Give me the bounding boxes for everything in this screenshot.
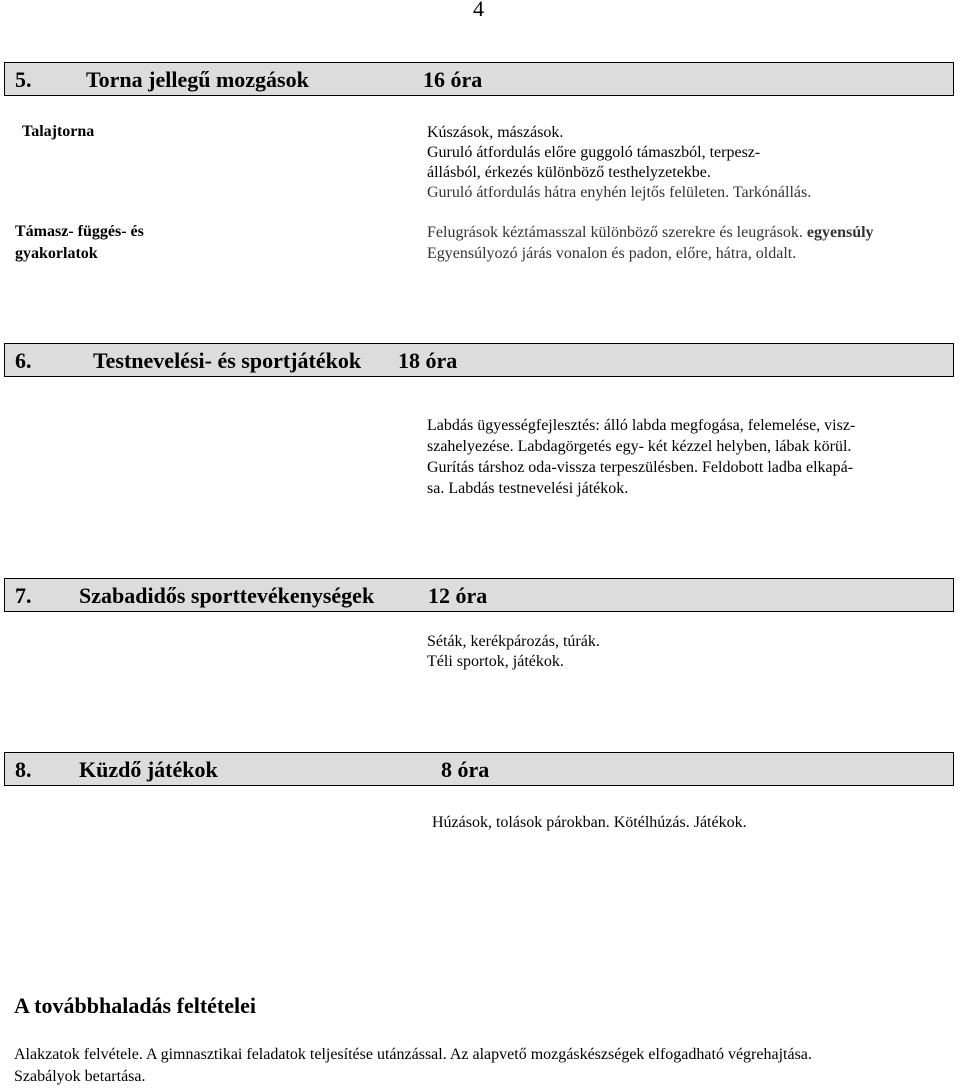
sec5-line-2: Guruló átfordulás előre guggoló támaszból, terpesz- [427,144,761,161]
sec6-line-3: Gurítás társhoz oda-vissza terpeszülésben. Feldobott ladba elkapá- [427,459,854,476]
section-7-title: Szabadidős sporttevékenységek [79,583,375,608]
section-8-hours: 8 óra [441,757,490,782]
sec6-line-2: szahelyezése. Labdagörgetés egy- két kézzel helyben, lábak körül. [427,438,852,455]
advance-heading: A továbbhaladás feltételei [14,993,256,1018]
sec6-line-4: sa. Labdás testnevelési játékok. [427,480,629,497]
section-6-header-bar [4,343,954,377]
section-8-number: 8. [15,757,32,782]
sec5-line-1: Kúszások, mászások. [427,124,564,141]
advance-line-2: Szabályok betartása. [14,1068,146,1085]
page-number: 4 [473,0,484,21]
advance-line-1: Alakzatok felvétele. A gimnasztikai feladatok teljesítése utánzással. Az alapvető mozgáskészségek elfogadható végrehajtása. [14,1046,812,1063]
sec7-line-1: Séták, kerékpározás, túrák. [427,633,600,650]
sec5-line-5 [427,223,874,244]
topic-tamasz-line1: Támasz- függés- és [15,223,144,240]
sec5-line-5-text: Felugrások kéztámasszal különböző szerekre és leugrások. [427,224,803,241]
sec5-line-5-bold: egyensúly [806,224,874,241]
sec5-line-4: Guruló átfordulás hátra enyhén lejtős felületen. Tarkónállás. [427,184,812,201]
sec5-line-3: állásból, érkezés különböző testhelyzetekbe. [427,164,711,181]
section-7-header-bar [4,578,954,612]
sec8-line: Húzások, tolások párokban. Kötélhúzás. Játékok. [432,814,747,831]
section-5-number: 5. [15,67,32,92]
section-8-header-bar [4,752,954,786]
section-6-number: 6. [15,348,32,373]
sec7-line-2: Téli sportok, játékok. [427,653,564,670]
topic-tamasz-line2: gyakorlatok [15,245,98,262]
topic-talajtorna: Talajtorna [22,123,95,140]
section-5-title: Torna jellegű mozgások [86,67,309,92]
section-5-hours: 16 óra [423,67,483,92]
section-6-title: Testnevelési- és sportjátékok [93,348,362,373]
section-7-number: 7. [15,583,32,608]
section-8-title: Küzdő játékok [79,757,218,782]
sec5-line-6: Egyensúlyozó járás vonalon és padon, előre, hátra, oldalt. [427,245,797,262]
sec6-line-1: Labdás ügyességfejlesztés: álló labda megfogása, felemelése, visz- [427,417,856,434]
section-6-hours: 18 óra [398,348,458,373]
section-5-header-bar [4,62,954,96]
section-7-hours: 12 óra [428,583,488,608]
